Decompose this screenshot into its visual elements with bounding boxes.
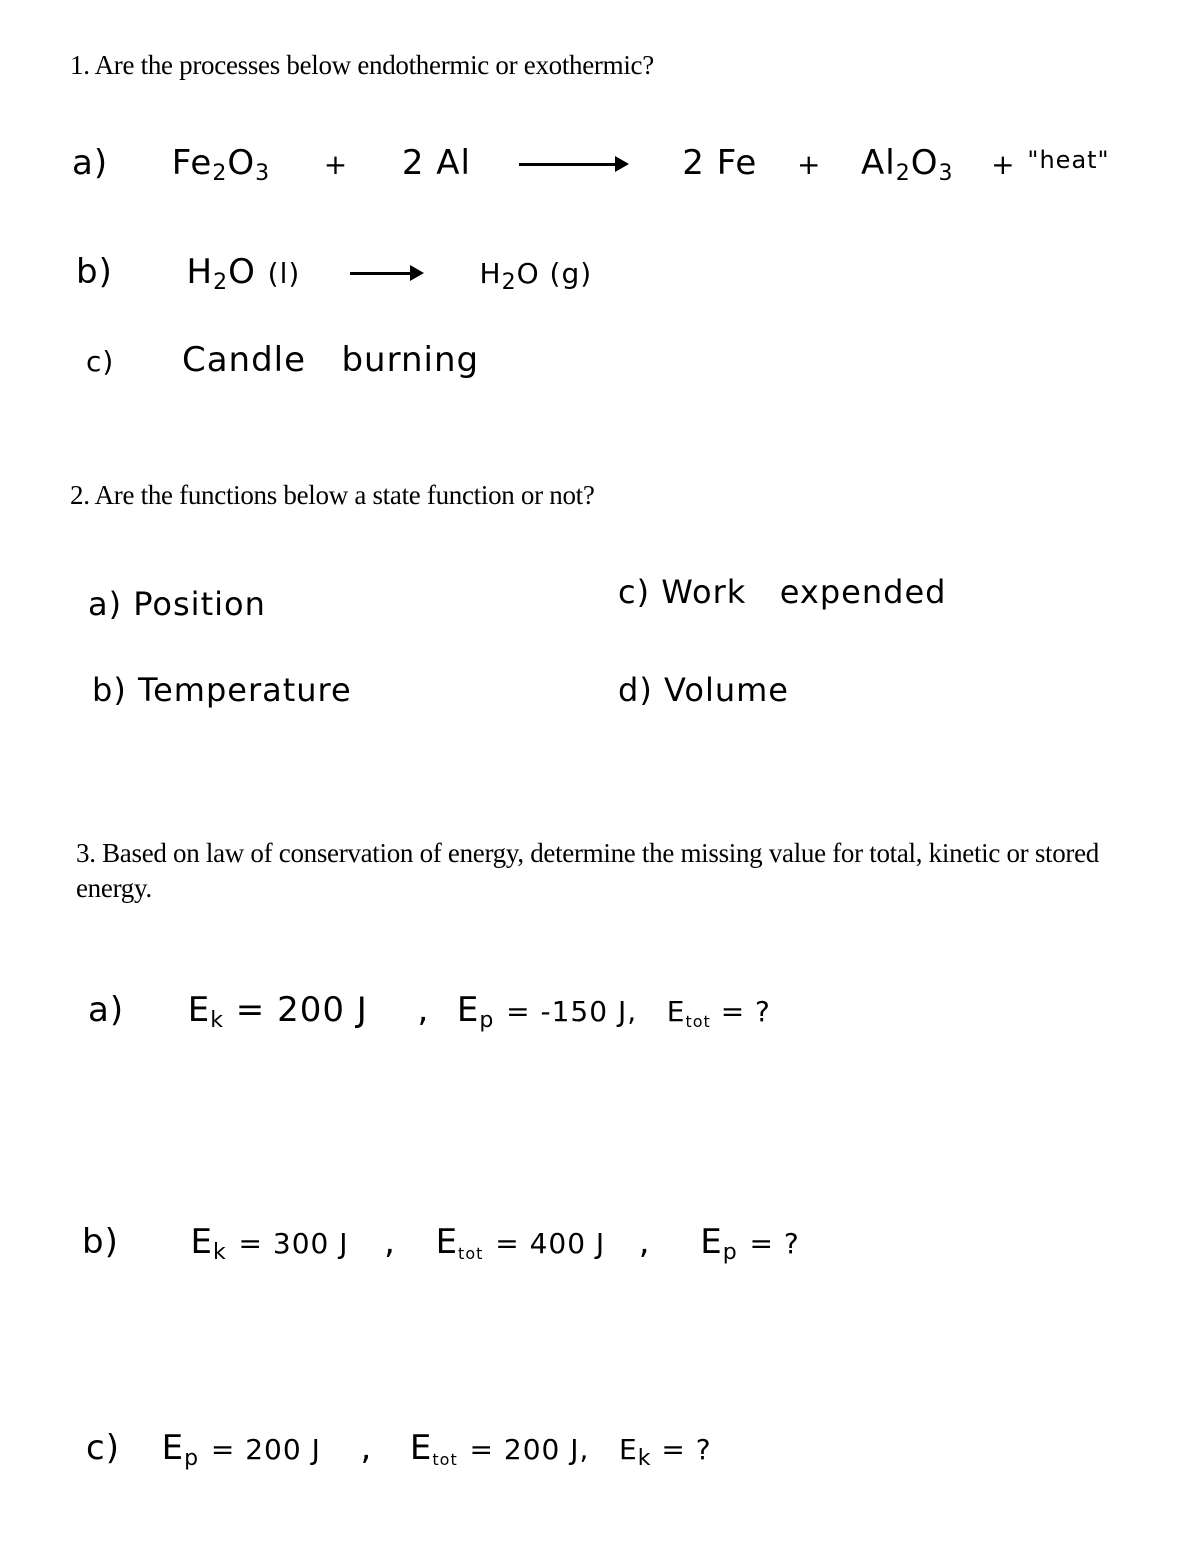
q1-a-product1: 2 Fe: [682, 143, 758, 183]
q3-item-c: c) $E_p = 200$ J , $E_{tot} = 200$ J, $E_k$ = ?: [86, 1428, 712, 1471]
phase-arrow-icon: [350, 272, 422, 276]
q3-b-ep: $E_p$ = ?: [700, 1222, 800, 1265]
q1-c-text: Candle burning: [181, 340, 480, 380]
q1-a-heat: "heat": [1027, 146, 1110, 174]
q1-b-label: b): [76, 252, 113, 292]
q1-c-label: c): [86, 345, 115, 378]
q3-c-ek: $E_k$ = ?: [619, 1433, 712, 1471]
q1-a-plus1: +: [323, 148, 349, 181]
q3-a-etot: $E_{tot}$ = ?: [666, 995, 771, 1031]
question-1-prompt: 1. Are the processes below endothermic or exothermic?: [70, 50, 654, 80]
q1-item-a: [72, 140, 1110, 194]
q3-a-label: a): [88, 990, 125, 1030]
q3-item-a: a) $E_k = 200$ J , $E_p = -150$ J, $E_{tot}$ = ?: [88, 990, 771, 1033]
q3-c-etot: $E_{tot} = 200$ J,: [409, 1428, 590, 1469]
q1-b-product: $H_2O$ (g): [479, 257, 593, 295]
q1-a-plus3: +: [991, 148, 1016, 181]
q2-item-c: c) Work expended: [618, 573, 947, 611]
q3-a-ek: $E_k = 200$ J: [187, 990, 368, 1033]
q1-item-c: [86, 340, 479, 382]
q3-c-label: c): [86, 1428, 120, 1468]
q2-item-d: d) Volume: [618, 671, 789, 709]
q1-a-plus2: +: [796, 148, 822, 181]
q3-a-ep: $E_p = -150$ J,: [456, 990, 638, 1033]
q3-b-ek: $E_k = 300$ J: [190, 1222, 349, 1265]
q3-c-ep: $E_p = 200$ J: [161, 1428, 321, 1471]
q2-item-a: a) Position: [88, 585, 266, 623]
question-2-prompt: 2. Are the functions below a state function or not?: [70, 480, 595, 510]
q1-a-reactant1: $Fe_2O_3$: [171, 143, 271, 186]
q3-b-label: b): [82, 1222, 119, 1262]
q1-a-label: a): [72, 143, 109, 183]
q1-a-product2: $Al_2O_3$: [861, 143, 954, 186]
q2-item-b: b) Temperature: [92, 671, 352, 709]
q3-item-b: b) $E_k = 300$ J , $E_{tot} = 400$ J , $E_p$ = ?: [82, 1222, 800, 1265]
q1-b-reactant: $H_2O$ (l): [186, 252, 301, 295]
q1-item-b: [76, 252, 592, 303]
q3-b-etot: $E_{tot} = 400$ J: [435, 1222, 606, 1263]
q1-a-reactant2: 2 Al: [401, 143, 471, 183]
reaction-arrow-icon: [519, 163, 629, 167]
question-3-prompt: 3. Based on law of conservation of energy, determine the missing value for total, kinetic or stored energy.: [76, 838, 1100, 903]
